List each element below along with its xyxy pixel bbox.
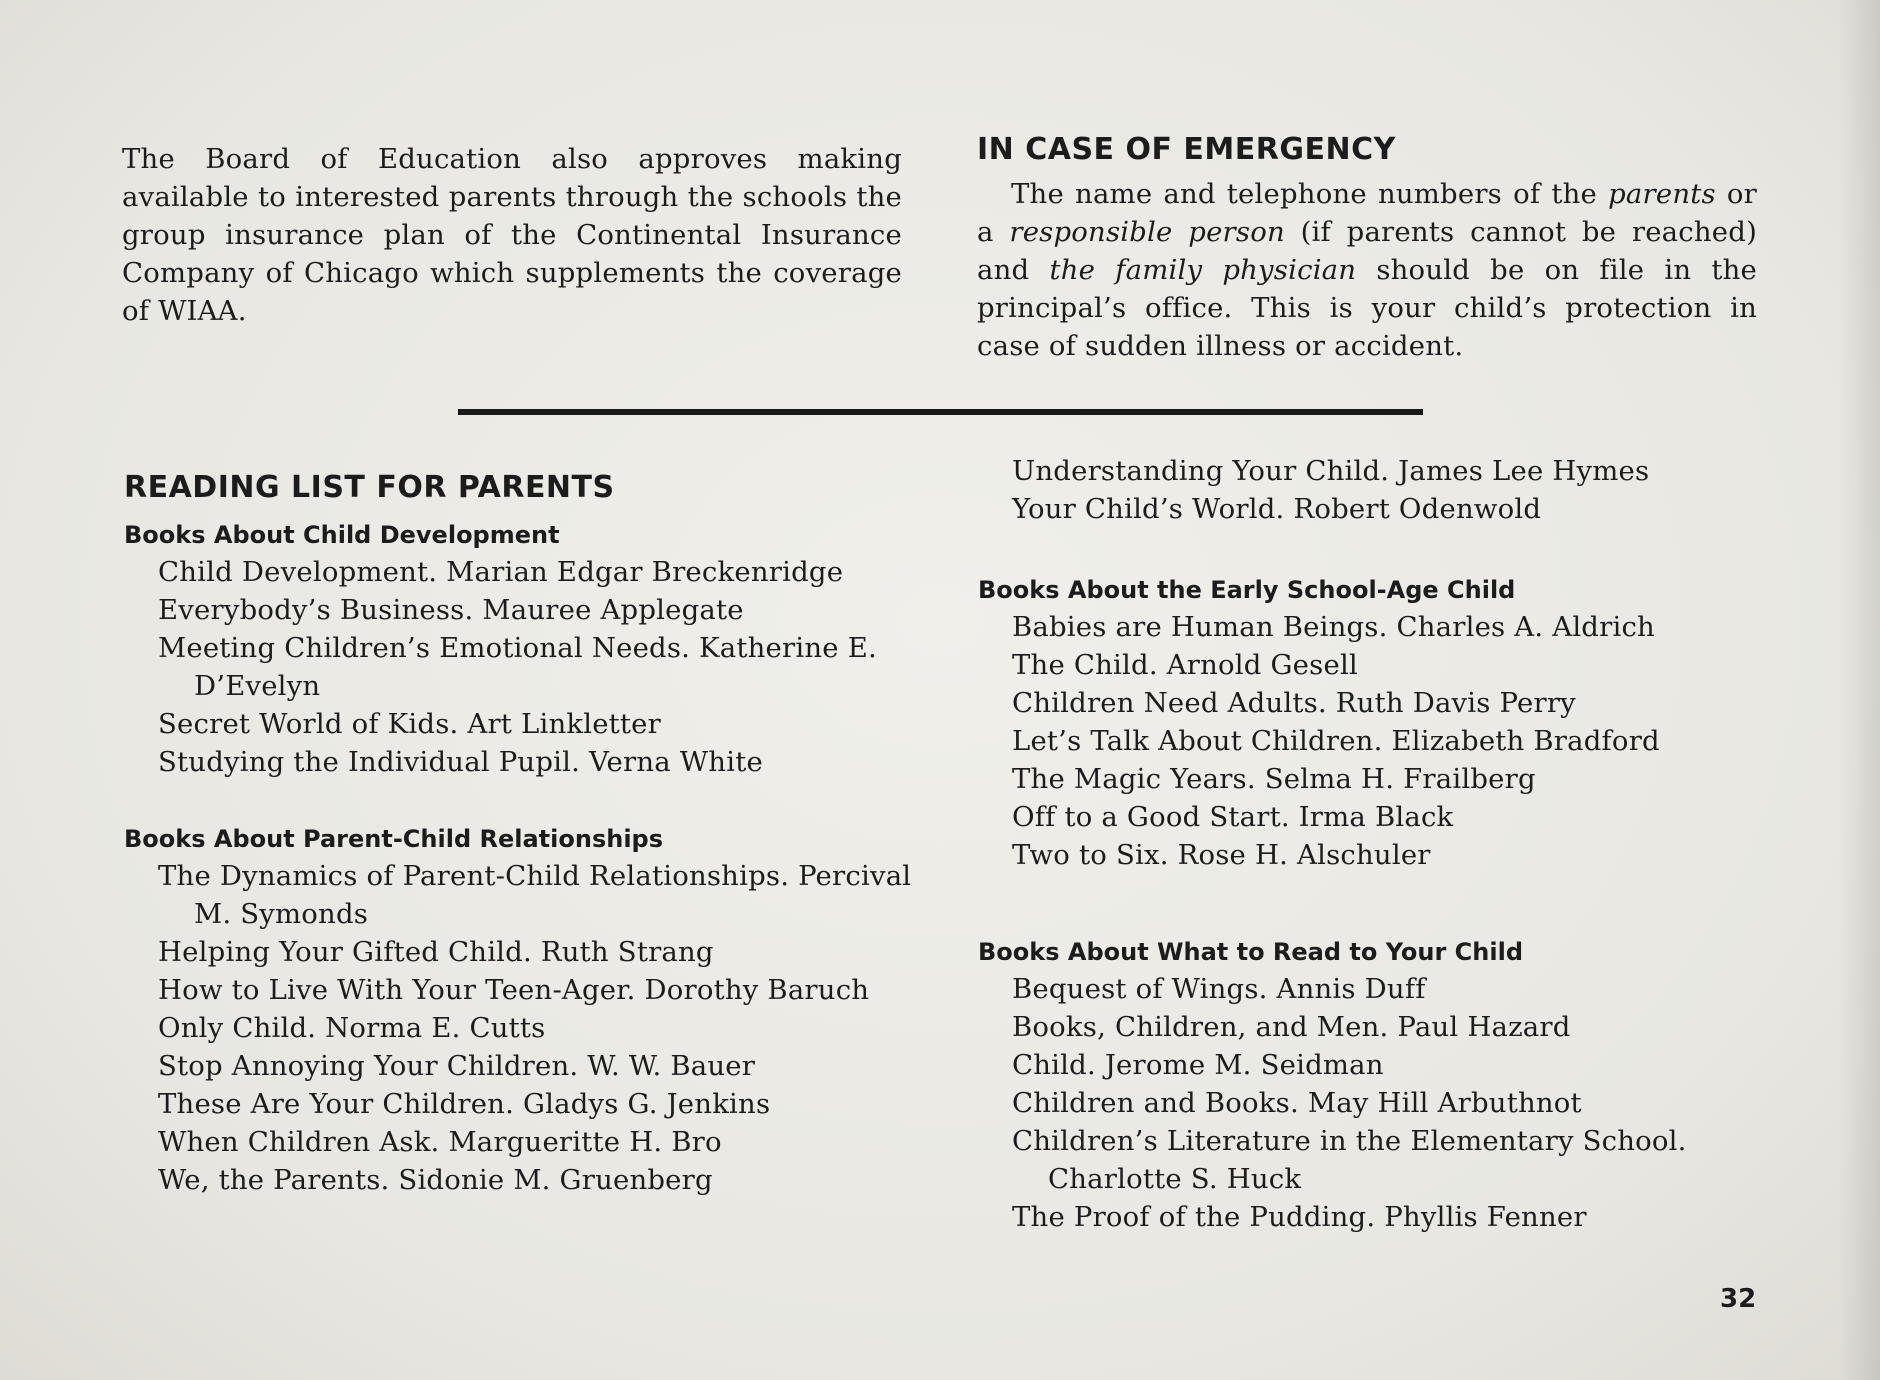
what-to-read-heading: Books About What to Read to Your Child [978, 938, 1524, 966]
list-item: Your Child’s World. Robert Odenwold [1012, 493, 1542, 525]
emergency-text-3: (if parents cannot be reached) and [977, 216, 1757, 286]
list-item: When Children Ask. Margueritte H. Bro [158, 1126, 722, 1158]
reading-list-left-column [124, 470, 914, 1199]
list-item: Studying the Individual Pupil. Verna White [158, 746, 763, 778]
early-school-age-heading: Books About the Early School-Age Child [978, 576, 1516, 604]
child-development-heading: Books About Child Development [124, 521, 560, 549]
list-item: Let’s Talk About Children. Elizabeth Bradford [1012, 725, 1660, 757]
emergency-text-2: or a [977, 178, 1758, 248]
list-item: Bequest of Wings. Annis Duff [1012, 973, 1426, 1005]
list-item: Meeting Children’s Emotional Needs. Katherine E. D’Evelyn [158, 632, 877, 702]
insurance-paragraph [122, 140, 902, 330]
what-to-read-list [978, 970, 1778, 1236]
list-item: These Are Your Children. Gladys G. Jenkins [158, 1088, 771, 1120]
list-item: Child. Jerome M. Seidman [1012, 1049, 1384, 1081]
child-development-list [124, 553, 914, 781]
list-item: Children and Books. May Hill Arbuthnot [1012, 1087, 1582, 1119]
binding-shadow [1838, 0, 1880, 1380]
list-item: The Child. Arnold Gesell [1012, 649, 1358, 681]
list-item: Stop Annoying Your Children. W. W. Bauer [158, 1050, 756, 1082]
parent-child-list [124, 857, 914, 1199]
list-item: Off to a Good Start. Irma Black [1012, 801, 1454, 833]
emergency-text-1: The name and telephone numbers of the [1011, 178, 1609, 210]
list-item: We, the Parents. Sidonie M. Gruenberg [158, 1164, 713, 1196]
emergency-section [977, 132, 1757, 365]
continued-list [978, 452, 1778, 528]
reading-list-right-column [978, 452, 1778, 1236]
list-item: Children Need Adults. Ruth Davis Perry [1012, 687, 1576, 719]
list-item: Only Child. Norma E. Cutts [158, 1012, 546, 1044]
list-item: Child Development. Marian Edgar Breckenridge [158, 556, 844, 588]
list-item: Babies are Human Beings. Charles A. Aldrich [1012, 611, 1655, 643]
emergency-italic-physician: the family physician [1049, 254, 1357, 286]
page-number: 32 [1720, 1284, 1757, 1314]
list-item: Books, Children, and Men. Paul Hazard [1012, 1011, 1571, 1043]
list-item: Understanding Your Child. James Lee Hymes [1012, 455, 1650, 487]
list-item: Everybody’s Business. Mauree Applegate [158, 594, 744, 626]
insurance-text: The Board of Education also approves making available to interested parents through the schools the group insurance plan of the Continental Insurance Company of Chicago which supplements the coverage of WIAA. [122, 143, 902, 327]
emergency-italic-parents: parents [1608, 178, 1716, 210]
list-item: The Dynamics of Parent-Child Relationships. Percival M. Symonds [158, 860, 912, 930]
early-school-age-list [978, 608, 1778, 874]
list-item: The Proof of the Pudding. Phyllis Fenner [1012, 1201, 1587, 1233]
section-divider [458, 409, 1423, 415]
list-item: Helping Your Gifted Child. Ruth Strang [158, 936, 714, 968]
emergency-paragraph [977, 175, 1757, 365]
emergency-text-4: should be on file in the principal’s office. This is your child’s protection in case of sudden illness or accident. [977, 254, 1758, 362]
list-item: The Magic Years. Selma H. Frailberg [1012, 763, 1536, 795]
list-item: Two to Six. Rose H. Alschuler [1012, 839, 1431, 871]
emergency-italic-responsible-person: responsible person [1009, 216, 1285, 248]
emergency-heading: IN CASE OF EMERGENCY [977, 132, 1396, 167]
list-item: How to Live With Your Teen-Ager. Dorothy Baruch [158, 974, 870, 1006]
list-item: Secret World of Kids. Art Linkletter [158, 708, 662, 740]
reading-list-heading: READING LIST FOR PARENTS [124, 470, 615, 505]
list-item: Children’s Literature in the Elementary School. Charlotte S. Huck [1012, 1125, 1687, 1195]
parent-child-heading: Books About Parent-Child Relationships [124, 825, 664, 853]
